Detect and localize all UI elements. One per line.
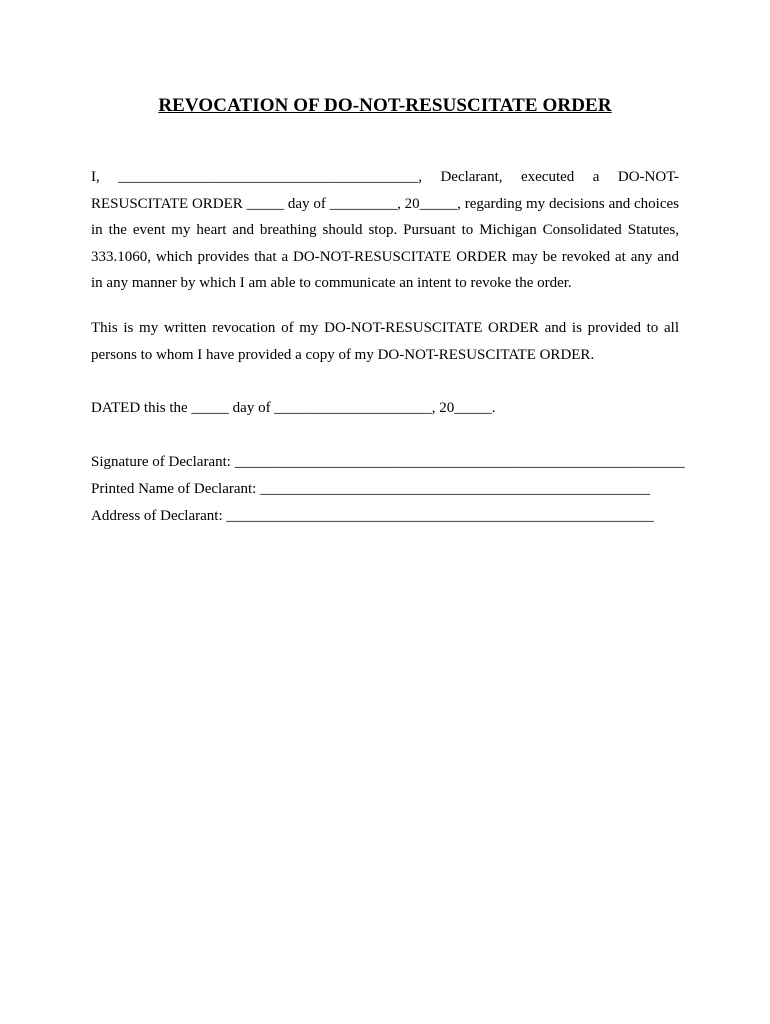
dated-line: DATED this the _____ day of _____________________, 20_____. (91, 400, 496, 416)
document-title: REVOCATION OF DO-NOT-RESUSCITATE ORDER (158, 95, 612, 116)
address-line: Address of Declarant: _________________________________________________________ (91, 508, 654, 524)
paragraph-declaration: I, ________________________________________, Declarant, executed a DO-NOT-RESUSCITATE ORDER _____ day of _________, 20_____, regarding my decisions and choices in the event my heart and breathing should stop. Pursuant to Michigan Consolidated Statutes, 333.1060, which provides that a DO-NOT-RESUSCITATE ORDER may be revoked at any and in any manner by which I am able to communicate an intent to revoke the order. (91, 169, 679, 291)
paragraph-revocation: This is my written revocation of my DO-NOT-RESUSCITATE ORDER and is provided to all persons to whom I have provided a copy of my DO-NOT-RESUSCITATE ORDER. (91, 320, 679, 363)
printed-name-line: Printed Name of Declarant: ____________________________________________________ (91, 481, 651, 497)
signature-line: Signature of Declarant: ____________________________________________________________ (91, 454, 685, 470)
